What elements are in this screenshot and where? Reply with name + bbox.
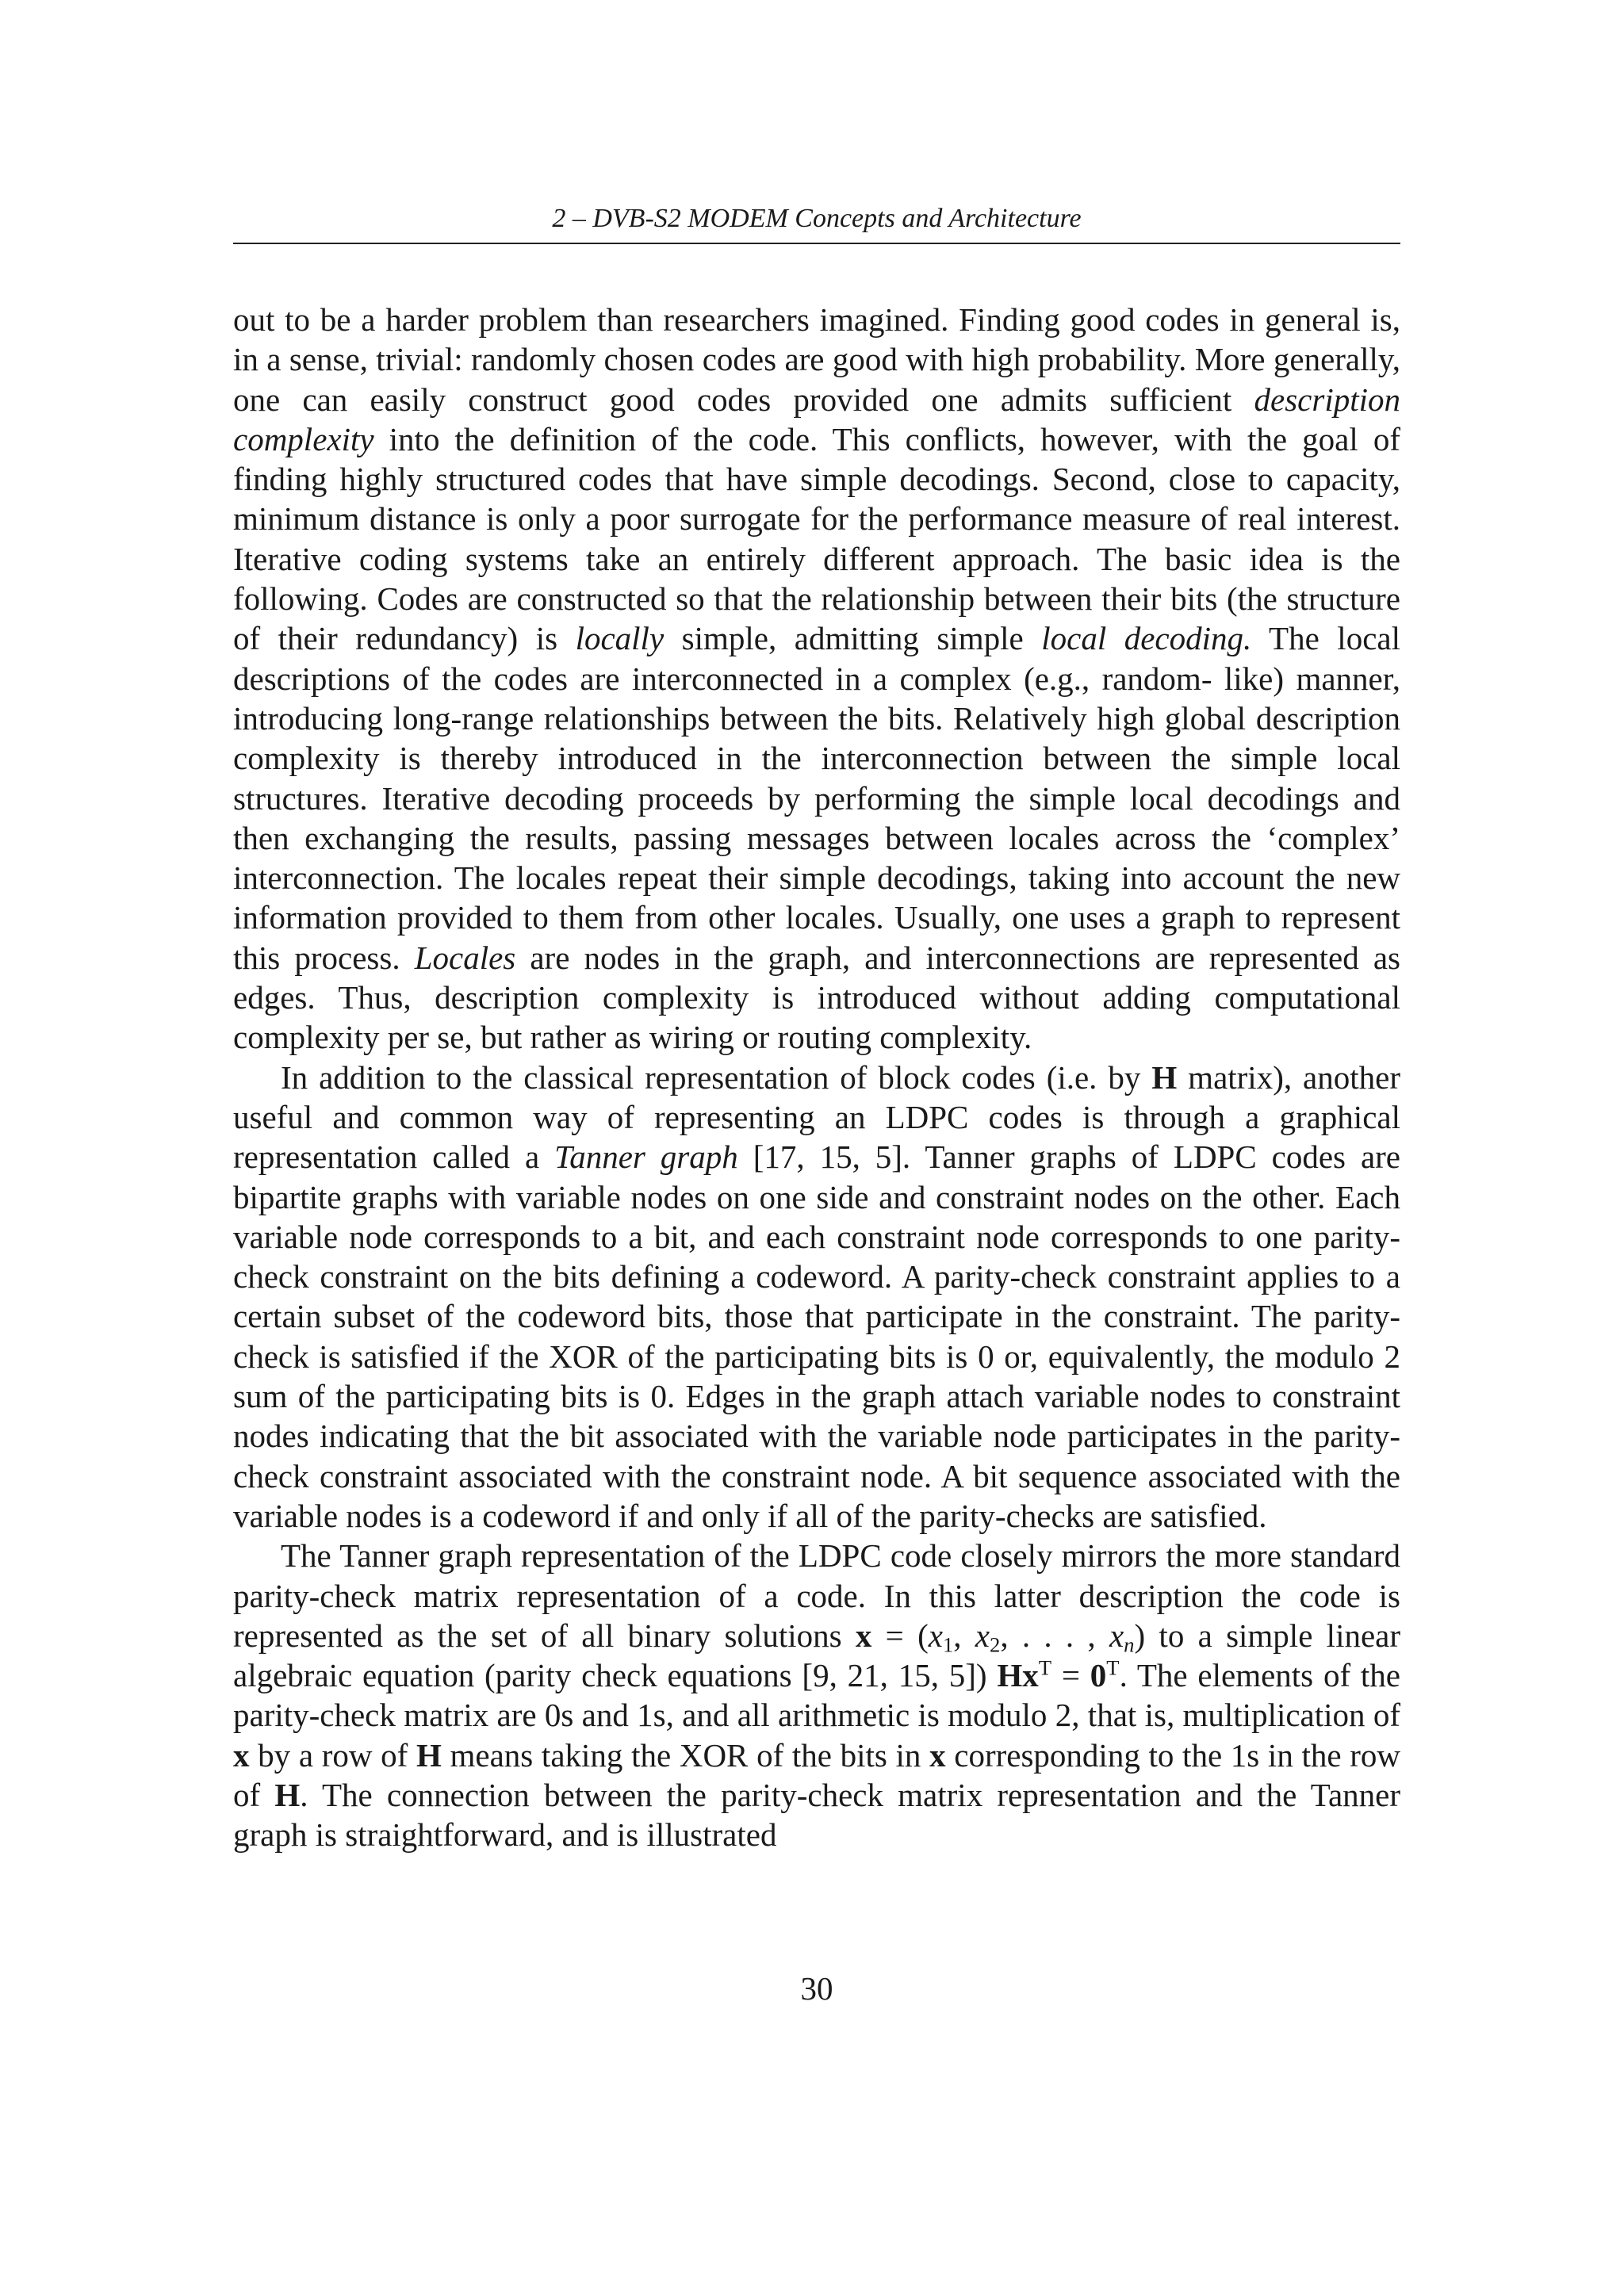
math-run: ) xyxy=(1134,1617,1146,1654)
text-run: . The connection between the parity-check matrix representation and the Tanner graph is straightforward, and is illustrated xyxy=(233,1776,1400,1854)
math-run: = ( xyxy=(871,1617,929,1654)
matrix-symbol: H xyxy=(416,1736,442,1774)
page-number: 30 xyxy=(800,1970,833,2007)
vector-symbol: x xyxy=(855,1617,872,1654)
matrix-symbol: Hx xyxy=(997,1657,1039,1694)
emphasis: locally xyxy=(575,620,665,657)
math-subscript: n xyxy=(1124,1632,1135,1657)
text-run: simple, admitting simple xyxy=(664,620,1042,657)
text-run: In addition to the classical representation of block codes (i.e. by xyxy=(281,1058,1152,1096)
math-run: , xyxy=(953,1617,975,1654)
math-variable: x xyxy=(975,1617,990,1654)
text-run: The Tanner graph representation of the LDPC code closely mirrors the more standard parity-check matrix representation of a code. In this latter description the code is represented as the set of all binary solutions xyxy=(233,1537,1400,1654)
emphasis: Locales xyxy=(414,939,516,976)
math-run: , . . . , xyxy=(1000,1617,1109,1654)
text-run: are nodes in the graph, and interconnections are represented as edges. Thus, description complexity is introduced without adding computational complexity per se, but rather as wiring or routing complexity. xyxy=(233,939,1400,1056)
running-header: 2 – DVB-S2 MODEM Concepts and Architecture xyxy=(552,204,1082,233)
text-run: corresponding to the 1s in the row of xyxy=(233,1736,1400,1813)
paragraph-2 xyxy=(233,1058,1400,1536)
text-run: The local descriptions of the codes are interconnected in a complex (e.g., random- like) manner, introducing long-range relationships between the bits. Relatively high global description complexity is thereby introduced in the interconnection between the simple local structures. Iterative decoding proceeds by performing the simple local decodings and then exchanging the results, passing messages between locales across the ‘complex’ interconnection. The locales repeat their simple decodings, taking into account the new information provided to them from other locales. Usually, one uses a graph to represent this process. xyxy=(233,620,1400,976)
text-run: out to be a harder problem than researchers imagined. Finding good codes in general is, in a sense, trivial: randomly chosen codes are good with high probability. More generally, one can easily construct good codes provided one admits sufficient xyxy=(233,301,1400,418)
text-run: means taking the XOR of the bits in xyxy=(441,1736,930,1774)
text-run: matrix), another useful and common way of representing an LDPC codes is through a graphical representation called a xyxy=(233,1058,1400,1176)
text-run: . The elements of the parity-check matrix are 0s and 1s, and all arithmetic is modulo 2, that is, multiplication of xyxy=(233,1657,1400,1734)
math-subscript: 2 xyxy=(990,1632,1001,1657)
emphasis: description complexity xyxy=(233,381,1400,457)
math-variable: x xyxy=(928,1617,943,1654)
math-subscript: 1 xyxy=(942,1632,954,1657)
math-superscript: T xyxy=(1106,1655,1120,1680)
paragraph-1 xyxy=(233,300,1400,1058)
text-run: to a simple linear algebraic equation (parity check equations [9, 21, 15, 5]) xyxy=(233,1617,1401,1694)
vector-symbol: x xyxy=(233,1736,250,1774)
text-run: by a row of xyxy=(249,1736,416,1774)
vector-symbol: 0 xyxy=(1090,1657,1107,1694)
math-variable: x xyxy=(1109,1617,1124,1654)
body-text xyxy=(233,300,1400,1855)
math-superscript: T xyxy=(1038,1655,1052,1680)
math-run: = xyxy=(1051,1657,1090,1694)
text-run: into the definition of the code. This conflicts, however, with the goal of finding highly structured codes that have simple decodings. Second, close to capacity, minimum distance is only a poor surrogate for the performance measure of real interest. Iterative coding systems take an entirely different approach. The basic idea is the following. Codes are constructed so that the relationship between their bits (the structure of their redundancy) is xyxy=(233,420,1400,657)
matrix-symbol: H xyxy=(274,1776,301,1813)
paragraph-3 xyxy=(233,1536,1400,1854)
vector-symbol: x xyxy=(929,1736,946,1774)
matrix-symbol: H xyxy=(1151,1058,1178,1096)
emphasis: local decoding. xyxy=(1041,620,1252,657)
text-run: [17, 15, 5]. Tanner graphs of LDPC codes are bipartite graphs with variable nodes on one side and constraint nodes on the other. Each variable node corresponds to a bit, and each constraint node corresponds to one parity-check constraint on the bits defining a codeword. A parity-check constraint applies to a certain subset of the codeword bits, those that participate in the constraint. The parity-check is satisfied if the XOR of the participating bits is 0 or, equivalently, the modulo 2 sum of the participating bits is 0. Edges in the graph attach variable nodes to constraint nodes indicating that the bit associated with the variable node participates in the parity-check constraint associated with the constraint node. A bit sequence associated with the variable nodes is a codeword if and only if all of the parity-checks are satisfied. xyxy=(233,1138,1400,1534)
emphasis: Tanner graph xyxy=(554,1138,738,1176)
header-rule xyxy=(233,243,1400,244)
